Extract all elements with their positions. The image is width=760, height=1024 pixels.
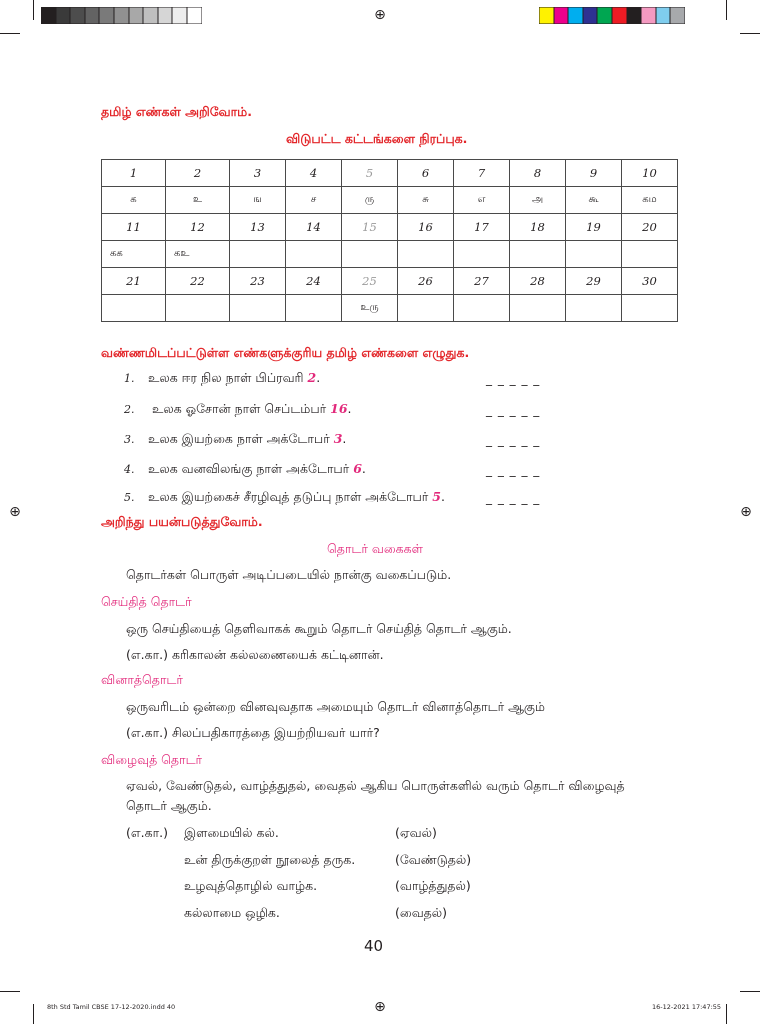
blank-cell[interactable]	[166, 295, 230, 322]
table-cell: 20	[622, 214, 678, 241]
table-cell: சு	[398, 187, 454, 214]
topic-title: தொடர் வகைகள்	[327, 541, 423, 556]
calibration-swatch	[656, 7, 671, 24]
blank-cell[interactable]	[398, 295, 454, 322]
calibration-swatch	[583, 7, 598, 24]
section-heading-learn-use: அறிந்து பயன்படுத்துவோம்.	[101, 514, 263, 529]
table-cell: 17	[454, 214, 510, 241]
blank-cell[interactable]	[342, 241, 398, 268]
crop-mark	[0, 991, 20, 992]
crop-mark	[726, 1004, 727, 1024]
highlighted-number: 3	[333, 431, 343, 446]
table-cell: 18	[510, 214, 566, 241]
calibration-swatch	[539, 7, 554, 24]
question-end: .	[361, 461, 366, 476]
table-cell: 23	[230, 268, 286, 295]
registration-mark-icon: ⊕	[374, 999, 386, 1015]
table-row	[102, 295, 678, 322]
calibration-swatch	[627, 7, 642, 24]
question-number: 2.	[124, 403, 135, 416]
question-text: உலக வனவிலங்கு நாள் அக்டோபர்	[148, 461, 354, 476]
answer-blank[interactable]: _ _ _ _ _	[486, 403, 541, 417]
calibration-swatch	[41, 7, 56, 24]
table-cell: கம	[622, 187, 678, 214]
news-sentence-example: (எ.கா.) கரிகாலன் கல்லணையைக் கட்டினான்.	[126, 647, 384, 662]
table-cell: 22	[166, 268, 230, 295]
question-text: உலக இயற்கை நாள் அக்டோபர்	[148, 431, 334, 446]
table-cell: 13	[230, 214, 286, 241]
highlighted-number: 2	[307, 370, 317, 385]
table-cell: 29	[566, 268, 622, 295]
calibration-swatch	[70, 7, 85, 24]
question-item	[124, 401, 352, 418]
crop-mark	[740, 991, 760, 992]
table-row	[102, 160, 678, 187]
table-cell: 4	[286, 160, 342, 187]
calibration-swatch	[56, 7, 71, 24]
table-cell: 2	[166, 160, 230, 187]
table-cell: 30	[622, 268, 678, 295]
example-type: (வைதல்)	[395, 905, 448, 920]
table-cell: 12	[166, 214, 230, 241]
table-cell: 7	[454, 160, 510, 187]
question-number: 4.	[124, 463, 135, 476]
blank-cell[interactable]	[622, 241, 678, 268]
question-end: .	[347, 401, 352, 416]
calibration-swatch	[143, 7, 158, 24]
question-sentence-definition: ஒருவரிடம் ஒன்றை வினவுவதாக அமையும் தொடர் வினாத்தொடர் ஆகும்	[126, 699, 545, 714]
example-sentence: கல்லாமை ஒழிக.	[184, 905, 280, 920]
table-cell: 1	[102, 160, 166, 187]
subheading-desire-sentence: விழைவுத் தொடர்	[101, 752, 203, 767]
highlighted-number: 5	[432, 489, 441, 504]
example-type: (ஏவல்)	[395, 825, 437, 840]
table-cell: 8	[510, 160, 566, 187]
registration-mark-icon: ⊕	[9, 504, 21, 520]
section-heading-tamil-numbers: தமிழ் எண்கள் அறிவோம்.	[101, 104, 252, 119]
table-cell: ரு	[342, 187, 398, 214]
blank-cell[interactable]	[454, 295, 510, 322]
crop-mark	[33, 0, 34, 20]
question-number: 5.	[124, 491, 135, 504]
crop-mark	[740, 33, 760, 34]
table-cell: அ	[510, 187, 566, 214]
desire-sentence-definition-line1: ஏவல், வேண்டுதல், வாழ்த்துதல், வைதல் ஆகிய பொருள்களில் வரும் தொடர் விழைவுத்	[126, 778, 625, 793]
tamil-numbers-table	[101, 159, 678, 322]
table-row	[102, 241, 678, 268]
example-sentence: உழவுத்தொழில் வாழ்க.	[184, 878, 318, 893]
question-text: உலக ஈர நில நாள் பிப்ரவரி	[148, 370, 308, 385]
table-cell: 5	[342, 160, 398, 187]
blank-cell[interactable]	[230, 241, 286, 268]
blank-cell[interactable]	[510, 295, 566, 322]
table-cell: 9	[566, 160, 622, 187]
registration-mark-icon: ⊕	[374, 7, 386, 23]
blank-cell[interactable]	[102, 295, 166, 322]
answer-blank[interactable]: _ _ _ _ _	[486, 463, 541, 477]
table-cell: 25	[342, 268, 398, 295]
section-heading-write-numbers: வண்ணமிடப்பட்டுள்ள எண்களுக்குரிய தமிழ் எண்களை எழுதுக.	[101, 345, 470, 360]
table-cell: உ	[166, 187, 230, 214]
highlighted-number: 6	[353, 461, 362, 476]
table-row	[102, 187, 678, 214]
table-cell: ச	[286, 187, 342, 214]
crop-mark	[726, 0, 727, 20]
page-number: 40	[364, 937, 384, 955]
blank-cell[interactable]	[398, 241, 454, 268]
blank-cell[interactable]	[230, 295, 286, 322]
calibration-swatch	[172, 7, 187, 24]
example-type: (வேண்டுதல்)	[395, 852, 472, 867]
table-cell: கக	[102, 241, 166, 268]
example-label: (எ.கா.)	[126, 825, 168, 840]
table-cell: 11	[102, 214, 166, 241]
question-item	[124, 489, 445, 506]
question-number: 1.	[124, 372, 135, 385]
question-end: .	[440, 489, 445, 504]
table-cell: 24	[286, 268, 342, 295]
intro-text: தொடர்கள் பொருள் அடிப்படையில் நான்கு வகைப்படும்.	[126, 567, 452, 582]
registration-mark-icon: ⊕	[740, 504, 752, 520]
desire-sentence-definition-line2: தொடர் ஆகும்.	[126, 798, 212, 813]
table-row	[102, 214, 678, 241]
calibration-swatch	[612, 7, 627, 24]
calibration-swatch	[187, 7, 202, 24]
calibration-swatch	[670, 7, 685, 24]
table-cell: உரு	[342, 295, 398, 322]
table-instruction: விடுபட்ட கட்டங்களை நிரப்புக.	[286, 131, 468, 146]
crop-mark	[0, 33, 20, 34]
table-cell: 14	[286, 214, 342, 241]
calibration-swatch	[158, 7, 173, 24]
table-cell: 26	[398, 268, 454, 295]
timestamp-slug: 16-12-2021 17:47:55	[652, 1003, 722, 1011]
answer-blank[interactable]: _ _ _ _ _	[486, 491, 541, 505]
table-row	[102, 268, 678, 295]
calibration-swatch	[129, 7, 144, 24]
question-item	[124, 431, 346, 448]
table-cell: ங	[230, 187, 286, 214]
news-sentence-definition: ஒரு செய்தியைத் தெளிவாகக் கூறும் தொடர் செய்தித் தொடர் ஆகும்.	[126, 621, 512, 636]
calibration-swatch	[114, 7, 129, 24]
example-sentence: உன் திருக்குறள் நூலைத் தருக.	[184, 852, 356, 867]
grayscale-calibration-strip	[41, 7, 202, 24]
answer-blank[interactable]: _ _ _ _ _	[486, 372, 541, 386]
color-calibration-strip	[539, 7, 685, 24]
question-text: உலக ஓசோன் நாள் செப்டம்பர்	[148, 401, 331, 416]
table-cell: 27	[454, 268, 510, 295]
table-cell: க	[102, 187, 166, 214]
table-cell: கூ	[566, 187, 622, 214]
calibration-swatch	[641, 7, 656, 24]
table-cell: கஉ	[166, 241, 230, 268]
blank-cell[interactable]	[510, 241, 566, 268]
calibration-swatch	[568, 7, 583, 24]
crop-mark	[33, 1004, 34, 1024]
question-sentence-example: (எ.கா.) சிலப்பதிகாரத்தை இயற்றியவர் யார்?	[126, 725, 380, 740]
calibration-swatch	[597, 7, 612, 24]
question-item	[124, 370, 320, 387]
example-type: (வாழ்த்துதல்)	[395, 878, 471, 893]
blank-cell[interactable]	[566, 241, 622, 268]
table-cell: 28	[510, 268, 566, 295]
subheading-news-sentence: செய்தித் தொடர்	[101, 594, 192, 609]
calibration-swatch	[554, 7, 569, 24]
table-cell: 21	[102, 268, 166, 295]
table-cell: 3	[230, 160, 286, 187]
table-cell: எ	[454, 187, 510, 214]
question-number: 3.	[124, 433, 135, 446]
calibration-swatch	[85, 7, 100, 24]
question-end: .	[342, 431, 347, 446]
blank-cell[interactable]	[286, 295, 342, 322]
table-cell: 6	[398, 160, 454, 187]
question-end: .	[316, 370, 321, 385]
table-cell: 15	[342, 214, 398, 241]
table-cell: 16	[398, 214, 454, 241]
blank-cell[interactable]	[566, 295, 622, 322]
question-text: உலக இயற்கைச் சீரழிவுத் தடுப்பு நாள் அக்டோபர்	[148, 489, 433, 504]
blank-cell[interactable]	[286, 241, 342, 268]
calibration-swatch	[99, 7, 114, 24]
table-cell: 10	[622, 160, 678, 187]
question-item	[124, 461, 366, 478]
highlighted-number: 16	[330, 401, 348, 416]
example-sentence: இளமையில் கல்.	[184, 825, 279, 840]
answer-blank[interactable]: _ _ _ _ _	[486, 433, 541, 447]
file-slug: 8th Std Tamil CBSE 17-12-2020.indd 40	[47, 1003, 176, 1011]
table-cell: 19	[566, 214, 622, 241]
subheading-question-sentence: வினாத்தொடர்	[101, 672, 183, 687]
blank-cell[interactable]	[622, 295, 678, 322]
blank-cell[interactable]	[454, 241, 510, 268]
